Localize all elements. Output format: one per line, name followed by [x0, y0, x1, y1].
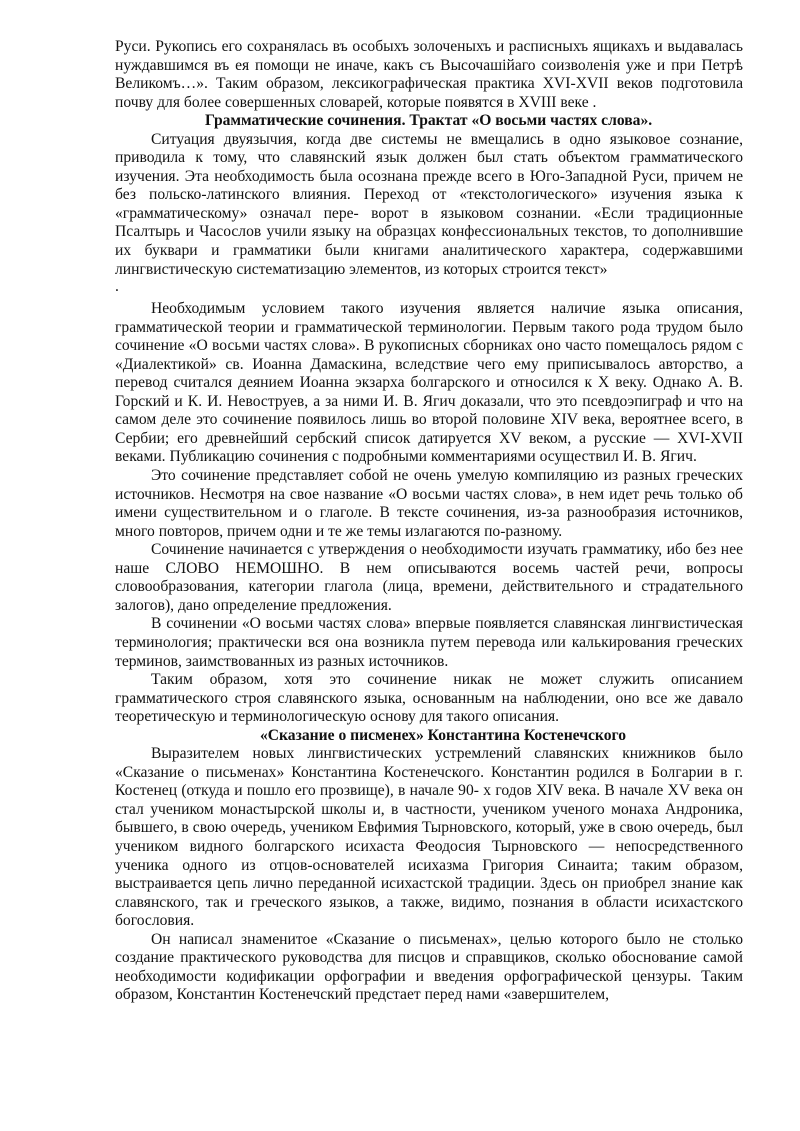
paragraph-continuation: Руси. Рукопись его сохранялась въ особыхъ золоченыхъ и расписныхъ ящикахъ и выдавалась нуждавшимся въ ея помощи не иначе, какъ съ Высочашiйаго соизволенiя уже и при Петрѣ Великомъ…». Таким образом, лексикографическая практика XVI-XVII веков подготовила почву для более совершенных словарей, которые появятся в XVIII веке . — [115, 38, 743, 111]
paragraph-conclusion: Таким образом, хотя это сочинение никак не может служить описанием грамматического строя славянского языка, основанным на наблюдении, оно все же давало теоретическую и терминологическую основу для такого описания. — [115, 671, 743, 726]
paragraph-konstantin-biography: Выразителем новых лингвистических устремлений славянских книжников было «Сказание о письменах» Константина Костенечского. Константин родился в Болгарии в г. Костенец (откуда и пошло его прозвище), в начале 90- х годов XIV века. В начале XV века он стал учеником монастырской школы и, в частности, учеником ученого монаха Андроника, бывшего, в свою очередь, учеником Евфимия Тырновского, который, уже в свою очередь, был учеником видного болгарского исихаста Феодосия Тырновского — непосредственного ученика одного из отцов-основателей исихазма Григория Синаита; таким образом, выстраивается цепь лично переданной исихастской традиции. Здесь он приобрел знание как славянского, так и греческого языков, а также, видимо, познания в области исихастского богословия. — [115, 745, 743, 930]
paragraph-compilation: Это сочинение представляет собой не очень умелую компиляцию из разных греческих источников. Несмотря на свое название «О восьми частях слова», в нем идет речь только об имени существительном и о глаголе. В тексте сочинения, из-за разнообразия источников, много повторов, причем одни и те же темы излагаются по-разному. — [115, 467, 743, 540]
document-page — [115, 38, 743, 1005]
paragraph-trailing-dot: . — [115, 278, 119, 296]
paragraph-diglossia: Ситуация двуязычия, когда две системы не вмещались в одно языковое сознание, приводила к тому, что славянский язык должен был стать объектом грамматического изучения. Эта необходимость была осознана прежде всего в Юго-Западной Руси, причем не без польско-латинского влияния. Переход от «текстологического» изучения языка к «грамматическому» означал пере- ворот в языковом сознании. «Если традиционные Псалтырь и Часослов учили языку на образцах конфессиональных текстов, то дополнившие их буквари и грамматики были книгами аналитического характера, содержавшими лингвистическую систематизацию элементов, из которых строится текст» — [115, 130, 743, 278]
paragraph-skazanie-purpose: Он написал знаменитое «Сказание о письменах», целью которого было не столько создание практического руководства для писцов и справщиков, сколько обоснование самой необходимости кодификации орфографии и введения орфографической цензуры. Таким образом, Константин Костенечский предстает перед нами «завершителем, — [115, 930, 743, 1004]
section-heading-grammar-treatise: Грамматические сочинения. Трактат «О восьми частях слова». — [205, 112, 653, 130]
section-heading-kostenechsky: «Сказание о писменех» Константина Костенечского — [260, 726, 626, 744]
paragraph-terminology: В сочинении «О восьми частях слова» впервые появляется славянская лингвистическая терминология; практически вся она возникла путем перевода или калькирования греческих терминов, заимствованных из разных источников. — [115, 615, 743, 670]
paragraph-eight-parts-origin: Необходимым условием такого изучения является наличие языка описания, грамматической теории и грамматической терминологии. Первым такого рода трудом было сочинение «О восьми частях слова». В рукописных сборниках оно часто помещалось рядом с «Диалектикой» св. Иоанна Дамаскина, вследствие чего ему приписывалось авторство, а перевод считался деянием Иоанна экзарха болгарского и относился к X веку. Однако А. В. Горский и К. И. Невоструев, а за ними И. В. Ягич доказали, что это псевдоэпиграф и что на самом деле это сочинение появилось лишь во второй половине XIV века, вероятнее всего, в Сербии; его древнейший сербский список датируется XV веком, а русские — XVI-XVII веками. Публикацию сочинения с подробными комментариями осуществил И. В. Ягич. — [115, 300, 743, 466]
paragraph-contents: Сочинение начинается с утверждения о необходимости изучать грамматику, ибо без нее наше СЛОВО НЕМОШНО. В нем описываются восемь частей речи, вопросы словообразования, категории глагола (лица, времени, действительного и страдательного залогов), дано определение предложения. — [115, 541, 743, 614]
